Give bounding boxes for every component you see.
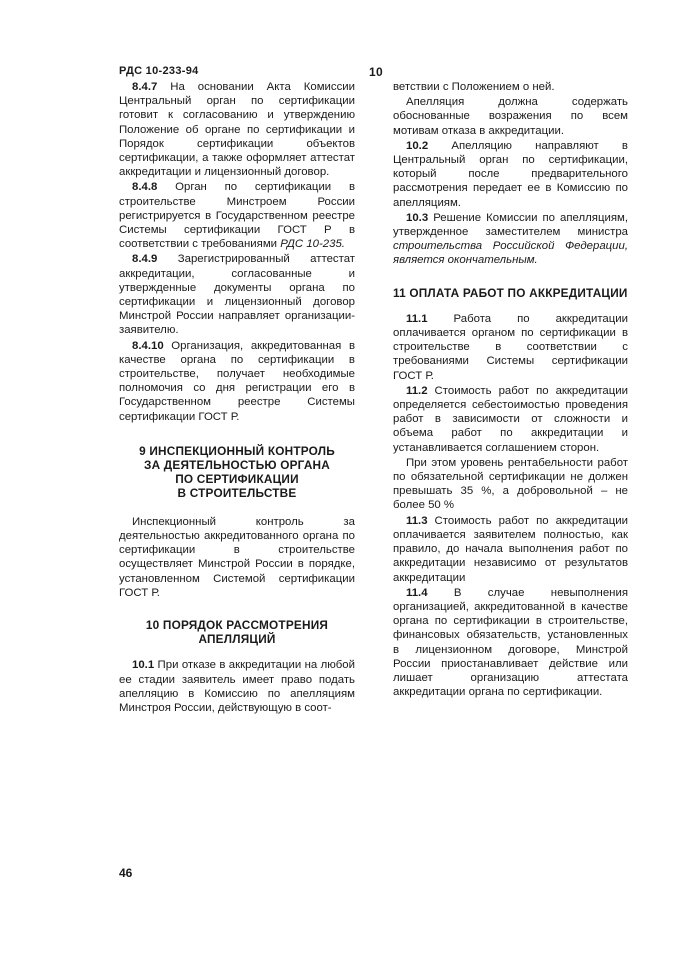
clause-10-2 — [393, 139, 628, 210]
clause-number: 10.3 — [406, 211, 429, 224]
heading-line: ЗА ДЕЯТЕЛЬНОСТЬЮ ОРГАНА — [144, 458, 330, 473]
clause-number: 8.4.7 — [132, 81, 158, 93]
clause-11-1 — [393, 312, 628, 383]
clause-text: На основании Акта Комиссии Центральный орган по сертификации готовит к согласованию и утверждению Положение об органе по сертификации и Порядок сертификации объектов сертификации, а также оформляет аттестат аккредитации и лицензионный договор. — [119, 81, 355, 179]
clause-text: Орган по сертификации в строительстве Минстроем России регистрируется в Государственном реестре Системы сертификации ГОСТ Р в соответствии с требованиями — [119, 181, 355, 251]
right-column — [393, 80, 628, 700]
clause-text: В случае невыполнения организацией, аккредитованной в качестве органа по сертификации в строительстве, финансовых обязательств, установленных в лицензионном договоре, Минстрой России приостанавливает действие или лишает организацию аттестата аккредитации органа по сертификации. — [393, 586, 628, 699]
clause-number: 8.4.10 — [132, 339, 164, 352]
clause-8-4-10 — [119, 339, 355, 424]
page-marker: 10 — [369, 65, 383, 79]
clause-number: 8.4.9 — [132, 253, 158, 266]
clause-text: Решение Комиссии по апелляциям, утвержденное заместителем министра — [393, 211, 628, 239]
clause-10-1 — [119, 658, 355, 715]
heading-line: В СТРОИТЕЛЬСТВЕ — [177, 486, 297, 501]
clause-text: Организация, аккредитованная в качестве органа по сертификации в строительстве, получает необходимые полномочия со дня регистрации его в Государственном реестре Системы сертификации ГОСТ Р. — [119, 339, 355, 423]
clause-number: 10.2 — [406, 139, 429, 152]
section-11-heading: 11 ОПЛАТА РАБОТ ПО АККРЕДИТАЦИИ — [393, 285, 628, 300]
clause-11-2 — [393, 384, 628, 455]
clause-number: 10.1 — [132, 659, 155, 672]
clause-text: Работа по аккредитации оплачивается органом по сертификации в строительстве в соответствии с требованиями Системы сертификации ГОСТ Р. — [393, 312, 628, 382]
clause-number: 11.1 — [406, 312, 428, 325]
section-10-heading — [119, 618, 355, 646]
clause-number: 11.2 — [406, 384, 428, 397]
clause-text: Стоимость работ по аккредитации определяется себестоимостью проведения работ в зависимости от сложности и объема работ по аккредитации и устанавливается соглашением сторон. — [393, 384, 628, 454]
clause-8-4-9 — [119, 252, 355, 337]
clause-number: 8.4.8 — [132, 181, 158, 194]
section-9-heading — [119, 444, 355, 501]
heading-line: 10 ПОРЯДОК РАССМОТРЕНИЯ — [145, 617, 329, 632]
clause-text: При отказе в аккредитации на любой ее стадии заявитель имеет право подать апелляцию в Комиссию по апелляциям Минстроя России, действующую в соот- — [119, 659, 355, 714]
clause-8-4-7 — [119, 80, 355, 179]
left-column — [119, 80, 355, 716]
clause-text: Апелляцию направляют в Центральный орган по сертификации, который после предварительного рассмотрения передает ее в Комиссию по апелляциям. — [393, 139, 628, 209]
appeal-requirements: Апелляция должна содержать обоснованные возражения по всем мотивам отказа в аккредитации. — [393, 96, 628, 137]
heading-line: 9 ИНСПЕКЦИОННЫЙ КОНТРОЛЬ — [139, 443, 335, 458]
clause-10-1-continued: ветствии с Положением о ней. — [393, 81, 555, 93]
clause-11-3 — [393, 514, 628, 585]
document-code: РДС 10-233-94 — [119, 65, 199, 77]
profitability-limit: При этом уровень рентабельности работ по обязательной сертификации не должен превышать 35 %, а добровольной – не более 50 % — [393, 456, 628, 512]
section-9-text: Инспекционный контроль за деятельностью аккредитованного органа по сертификации в строительстве осуществляет Минстрой России в порядке, установленном Системой сертификации ГОСТ Р. — [119, 515, 355, 599]
clause-number: 11.4 — [406, 586, 428, 599]
clause-8-4-8 — [119, 180, 355, 251]
clause-text: Зарегистрированный аттестат аккредитации, согласованные и утвержденные документы органа по сертификации и лицензионный договор Минстрой России направляет организации-заявителю. — [119, 253, 355, 337]
heading-line: ПО СЕРТИФИКАЦИИ — [175, 472, 299, 487]
clause-text: Стоимость работ по аккредитации оплачивается заявителем полностью, как правило, до начала выполнения работ по аккредитации независимо от результатов аккредитации — [393, 514, 628, 584]
clause-10-3 — [393, 211, 628, 268]
clause-number: 11.3 — [406, 514, 428, 527]
clause-text-italic: строительства Российской Федерации, является окончательным. — [393, 240, 628, 267]
document-reference: РДС 10-235. — [280, 238, 345, 251]
heading-line: АПЕЛЛЯЦИЙ — [198, 632, 276, 647]
page-number: 46 — [119, 866, 133, 880]
clause-11-4 — [393, 586, 628, 700]
